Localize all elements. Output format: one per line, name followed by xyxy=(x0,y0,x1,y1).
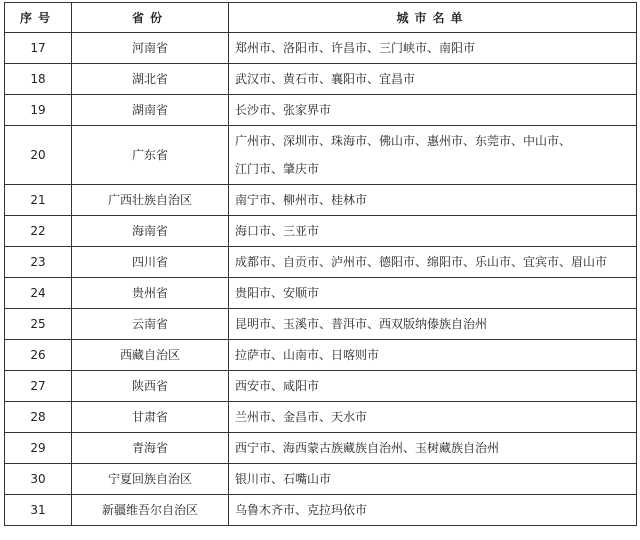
province-cell: 贵州省 xyxy=(72,278,229,309)
city-list-line: 昆明市、玉溪市、普洱市、西双版纳傣族自治州 xyxy=(235,317,488,331)
city-list-cell xyxy=(229,33,637,64)
table-row xyxy=(5,433,637,464)
serial-number-cell: 22 xyxy=(5,216,72,247)
city-list-line: 海口市、三亚市 xyxy=(235,224,320,238)
serial-number-cell: 31 xyxy=(5,495,72,526)
city-list-table xyxy=(4,2,637,526)
city-list-cell xyxy=(229,340,637,371)
province-cell: 广东省 xyxy=(72,126,229,185)
header-city-list: 城市名单 xyxy=(229,3,637,33)
city-list-line: 长沙市、张家界市 xyxy=(235,103,332,117)
province-cell: 河南省 xyxy=(72,33,229,64)
province-cell: 青海省 xyxy=(72,433,229,464)
province-cell: 陕西省 xyxy=(72,371,229,402)
city-list-line: 西宁市、海西蒙古族藏族自治州、玉树藏族自治州 xyxy=(235,441,500,455)
city-list-line: 江门市、肇庆市 xyxy=(235,162,320,176)
city-list-cell xyxy=(229,464,637,495)
city-list-cell xyxy=(229,433,637,464)
province-cell: 四川省 xyxy=(72,247,229,278)
city-list-line: 兰州市、金昌市、天水市 xyxy=(235,410,368,424)
province-cell: 湖北省 xyxy=(72,64,229,95)
city-list-line: 武汉市、黄石市、襄阳市、宜昌市 xyxy=(235,72,416,86)
city-list-line: 郑州市、洛阳市、许昌市、三门峡市、南阳市 xyxy=(235,41,476,55)
table-row xyxy=(5,185,637,216)
city-list-cell xyxy=(229,402,637,433)
serial-number-cell: 24 xyxy=(5,278,72,309)
city-list-cell xyxy=(229,247,637,278)
serial-number-cell: 20 xyxy=(5,126,72,185)
serial-number-cell: 26 xyxy=(5,340,72,371)
table-row xyxy=(5,247,637,278)
table-row xyxy=(5,33,637,64)
serial-number-cell: 30 xyxy=(5,464,72,495)
city-list-cell xyxy=(229,495,637,526)
city-list-cell xyxy=(229,309,637,340)
header-serial-number: 序号 xyxy=(5,3,72,33)
serial-number-cell: 18 xyxy=(5,64,72,95)
table-row xyxy=(5,371,637,402)
table-row xyxy=(5,402,637,433)
province-cell: 海南省 xyxy=(72,216,229,247)
serial-number-cell: 23 xyxy=(5,247,72,278)
province-cell: 西藏自治区 xyxy=(72,340,229,371)
table-row xyxy=(5,278,637,309)
table-row xyxy=(5,495,637,526)
city-list-line: 乌鲁木齐市、克拉玛依市 xyxy=(235,503,368,517)
city-list-line: 成都市、自贡市、泸州市、德阳市、绵阳市、乐山市、宜宾市、眉山市 xyxy=(235,255,608,269)
table-row xyxy=(5,309,637,340)
province-cell: 云南省 xyxy=(72,309,229,340)
city-list-line: 银川市、石嘴山市 xyxy=(235,472,332,486)
header-province: 省份 xyxy=(72,3,229,33)
table-body xyxy=(5,33,637,526)
table-header xyxy=(5,3,637,33)
province-cell: 广西壮族自治区 xyxy=(72,185,229,216)
serial-number-cell: 29 xyxy=(5,433,72,464)
table-row xyxy=(5,216,637,247)
city-list-cell xyxy=(229,371,637,402)
city-list-line: 南宁市、柳州市、桂林市 xyxy=(235,193,368,207)
province-cell: 宁夏回族自治区 xyxy=(72,464,229,495)
city-list-line: 西安市、咸阳市 xyxy=(235,379,320,393)
city-list-cell xyxy=(229,216,637,247)
table-row xyxy=(5,126,637,185)
province-cell: 甘肃省 xyxy=(72,402,229,433)
serial-number-cell: 27 xyxy=(5,371,72,402)
province-cell: 湖南省 xyxy=(72,95,229,126)
serial-number-cell: 25 xyxy=(5,309,72,340)
city-list-line: 贵阳市、安顺市 xyxy=(235,286,320,300)
city-list-cell xyxy=(229,95,637,126)
city-list-cell xyxy=(229,185,637,216)
city-list-cell xyxy=(229,278,637,309)
table-row xyxy=(5,340,637,371)
serial-number-cell: 21 xyxy=(5,185,72,216)
city-list-cell xyxy=(229,126,637,185)
province-cell: 新疆维吾尔自治区 xyxy=(72,495,229,526)
header-row xyxy=(5,3,637,33)
city-list-line: 拉萨市、山南市、日喀则市 xyxy=(235,348,380,362)
city-list-cell xyxy=(229,64,637,95)
serial-number-cell: 17 xyxy=(5,33,72,64)
table-row xyxy=(5,64,637,95)
city-list-line: 广州市、深圳市、珠海市、佛山市、惠州市、东莞市、中山市、 xyxy=(235,134,572,148)
serial-number-cell: 28 xyxy=(5,402,72,433)
serial-number-cell: 19 xyxy=(5,95,72,126)
table-row xyxy=(5,464,637,495)
table-row xyxy=(5,95,637,126)
